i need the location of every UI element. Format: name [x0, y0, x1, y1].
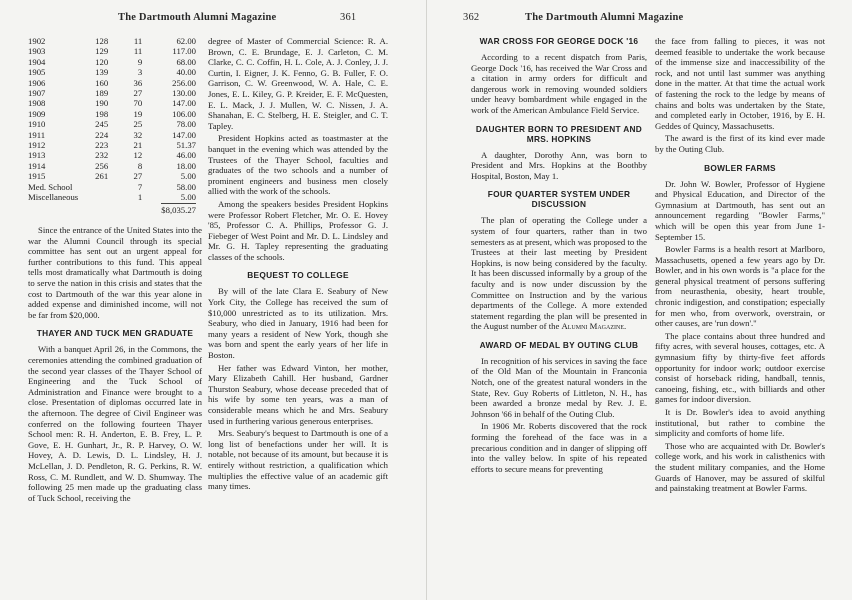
paragraph: Dr. John W. Bowler, Professor of Hygiene and Physical Education, and Director of the Gymnasium at Dartmouth, has sent out an announcement regarding "Bowler Farms," which will be open this year from June 1-September 15.: [655, 178, 825, 242]
paragraph: Since the entrance of the United States into the war the Alumni Council through its special committee has sent out an urgent appeal for further contributions to this fund. This appeal tells most dramatically what Dartmouth is doing to serve the nation in this crisis and states that the cost to Dartmouth of the war this year alone in added expense and diminished income, will not be far from $20,000.: [28, 225, 202, 320]
fund-cell-amount: 106.00: [172, 108, 196, 119]
fund-table-row: [28, 161, 196, 171]
fund-cell-a: 189: [95, 88, 109, 99]
fund-table-row: [28, 150, 196, 160]
fund-cell-a: 245: [95, 119, 109, 130]
article-heading: AWARD OF MEDAL BY OUTING CLUB: [479, 339, 639, 350]
fund-cell-year: 1902: [28, 36, 46, 46]
paragraph: A daughter, Dorothy Ann, was born to President and Mrs. Hopkins at the Boothby Hospital, Boston, May 1.: [471, 149, 647, 181]
fund-cell-a: [78, 192, 108, 202]
fund-cell-b: 27: [133, 171, 143, 182]
fund-cell-amount: 130.00: [172, 88, 196, 99]
fund-total: $8,035.27: [161, 204, 196, 215]
fund-cell-a: 223: [95, 140, 109, 151]
fund-cell-amount: 62.00: [176, 36, 196, 46]
left-column-2: [208, 36, 388, 494]
article-heading: FOUR QUARTER SYSTEM UNDER DISCUSSION: [487, 189, 631, 210]
fund-table-row: [28, 140, 196, 150]
paragraph: Those who are acquainted with Dr. Bowler's college work, and his work in calisthenics with the student military companies, and the Home Guards of Hanover, may be assured of skilful and painstaking treatment at Bowler Farms.: [655, 440, 825, 494]
fund-cell-a: 261: [95, 171, 109, 182]
paragraph: In 1906 Mr. Roberts discovered that the rock forming the forehead of the face was in a precarious condition and in danger of slipping off into the valley below. In spite of his repeated efforts to secure means for preventing: [471, 421, 647, 474]
paragraph: Her father was Edward Vinton, her mother, Mary Elizabeth Cahill. Her husband, Gardner Thurston Seabury, whose decease preceded that of his wife by some ten years, was a man of considerable means which he and Mrs. Seabury used in furthering various generous enterprises.: [208, 362, 388, 426]
fund-cell-b: 36: [133, 77, 143, 88]
fund-cell-amount: 46.00: [176, 150, 196, 161]
fund-cell-amount: 147.00: [172, 129, 196, 140]
article-heading: BOWLER FARMS: [704, 162, 776, 173]
article-heading: THAYER AND TUCK MEN GRADUATE: [36, 328, 194, 339]
fund-cell-year: 1911: [28, 129, 46, 140]
fund-table-row: [28, 88, 196, 98]
fund-cell-b: 19: [133, 108, 143, 119]
fund-table-row: [28, 130, 196, 140]
fund-cell-a: 232: [95, 150, 109, 161]
fund-cell-amount: 5.00: [180, 171, 196, 182]
fund-table-row: [28, 46, 196, 56]
fund-cell-b: 27: [133, 88, 143, 99]
fund-cell-b: 8: [137, 160, 143, 171]
fund-cell-b: 21: [133, 140, 143, 151]
fund-table-row: [28, 109, 196, 119]
fund-table-row: [28, 78, 196, 88]
fund-cell-year: 1906: [28, 77, 46, 88]
fund-cell-amount: 117.00: [172, 46, 196, 57]
fund-cell-year: 1914: [28, 160, 46, 171]
fund-cell-a: 120: [95, 56, 109, 67]
fund-cell-year: 1913: [28, 150, 46, 161]
paragraph: the face from falling to pieces, it was not deemed feasible to undertake the work because of the immense size and inaccessibility of the rock, and not until last summer was anything done in the matter. At that time the actual work of fastening the rock to the ledge by means of chains and bolts was undertaken by the State, and completed early in October, 1916, by E. H. Geddes of Quincy, Massachusetts.: [655, 36, 825, 131]
fund-table-row: [28, 36, 196, 46]
paragraph: degree of Master of Commercial Science: R. A. Brown, C. E. Brundage, E. J. Carleton, C. M. Clarke, C. C. Coffin, H. L. Cole, A. J. Conley, J. J. Curtin, I. Eigner, J. K. Fenno, G. B. Fuller, F. O. Garrison, C. W. Greenwood, W. A. Hale, C. E. Jones, E. L. Kiley, G. P. Kreider, E. F. McQuesten, E. L. Mack, J. J. Mullen, W. C. Nissen, J. A. Shanahan, E. C. Stelberg, H. E. Steigler, and C. T. Tapley.: [208, 36, 388, 131]
paragraph: Among the speakers besides President Hopkins were Professor Robert Fletcher, Mr. O. E. Hovey '85, Professor C. A. Phillips, Professor G. J. Fiebeger of West Point and Mr. D. L. Lindsley and Mr. G. H. Tapley representing the graduating classes of the schools.: [208, 198, 388, 262]
fund-cell-amount: 256.00: [172, 77, 196, 88]
fund-cell-year: 1910: [28, 119, 46, 130]
fund-cell-year: 1909: [28, 108, 46, 119]
fund-cell-b: 70: [133, 98, 143, 109]
fund-table: [28, 36, 196, 203]
fund-cell-amount: 40.00: [176, 67, 196, 78]
paragraph: In recognition of his services in saving the face of the Old Man of the Mountain in Franconia Notch, one of the greatest natural wonders in the State, Rev. Guy Roberts of Littleton, N. H., has been awarded a bronze medal by Rev. J. E. Johnson '66 in behalf of the Outing Club.: [471, 355, 647, 419]
fund-cell-amount: 147.00: [172, 98, 196, 109]
fund-table-row: [28, 98, 196, 108]
fund-cell-year: 1912: [28, 140, 46, 151]
fund-cell-year: 1904: [28, 56, 46, 67]
fund-table-row: [28, 171, 196, 181]
fund-cell-amount: 18.00: [176, 160, 196, 171]
fund-cell-year: 1915: [28, 171, 46, 182]
right-column-2: [655, 36, 825, 496]
paragraph: President Hopkins acted as toastmaster at the banquet in the evening which was attended by the Trustees of the Thayer School, faculties and graduates of the two schools and a number of prominent engineers and business men closely allied with the work of the schools.: [208, 133, 388, 197]
fund-cell-a: 139: [95, 67, 109, 78]
fund-cell-year: 1905: [28, 67, 46, 78]
fund-cell-b: 32: [133, 129, 143, 140]
fund-table-row: [28, 57, 196, 67]
paragraph: Bowler Farms is a health resort at Marlboro, Massachusetts, opened a few years ago by Dr. Bowler, and in his own words is "a place for the general physical treatment of persons suffering from neurasthenia, obesity, heart trouble, chronic indigestion, and constipation; especially for men who, from overwork, overstrain, or other causes, are 'run down'.": [655, 244, 825, 329]
fund-cell-a: 129: [95, 46, 109, 57]
fund-cell-amount: 5.00: [180, 192, 196, 203]
paragraph: It is Dr. Bowler's idea to avoid anything institutional, but rather to combine the simplicity and comforts of home life.: [655, 407, 825, 439]
fund-table-row: [28, 119, 196, 129]
fund-cell-year: 1903: [28, 46, 46, 57]
fund-cell-amount: 58.00: [176, 181, 196, 192]
fund-table-row: [28, 182, 196, 192]
paragraph: The place contains about three hundred and fifty acres, with several houses, cottages, etc. A gymnasium fifty by thirty-five feet affords opportunity for indoor work; outdoor exercise consist of horseback riding, handball, tennis, canoeing, fishing, etc., with billiards and other games for indoor diversion.: [655, 330, 825, 405]
fund-cell-a: 160: [95, 77, 109, 88]
article-heading: BEQUEST TO COLLEGE: [247, 270, 349, 281]
fund-cell-b: 12: [133, 150, 143, 161]
paragraph: By will of the late Clara E. Seabury of New York City, the College has received the sum of $10,000 unrestricted as to its utilization. Mrs. Seabury, who died in January, 1916 had been for many years a resident of New York, though she was born and spent the early years of her life in Boston.: [208, 286, 388, 361]
fund-table-row: [28, 67, 196, 77]
right-page: [426, 0, 852, 600]
fund-cell-a: [78, 182, 108, 192]
fund-cell-a: 128: [95, 36, 109, 46]
paragraph: The plan of operating the College under a system of four quarters, rather than in two semesters as at present, which was proposed to the Trustees at their last meeting by President Hopkins, is now being considered by the faculty. It has been discussed informally by a group of the faculty and is now under discussion by the Committee on Instruction and by the various departments of the College. A more extended statement regarding the plan will be presented in the August number of the Alumni Magazine.: [471, 215, 647, 332]
running-title: The Dartmouth Alumni Magazine: [525, 12, 684, 23]
fund-cell-year: Miscellaneous: [28, 192, 79, 203]
magazine-title: Alumni Magazine.: [561, 321, 627, 332]
paragraph: With a banquet April 26, in the Commons, the ceremonies attending the combined graduation of the second year classes of the Thayer School of Engineering and the Tuck School of Administration and Finance were brought to a close. Presentation of diplomas occurred late in the afternoon. The degree of Civil Engineer was conferred on the following fourteen Thayer School men: R. H. Anderton, E. B. Frey, L. P. Gove, E. H. Gunhart, Jr., R. P. Harvey, O. W. Hovey, A. D. Lewis, D. L. Lindsley, H. J. McLellan, J. D. Pendleton, R. G. Perkins, R. W. Ross, C. M. Rundlett, and W. D. Shumway. The following 25 men made up the graduating class of Tuck School, receiving the: [28, 344, 202, 503]
left-column-1: [28, 36, 202, 505]
page-number: 361: [340, 12, 357, 23]
paragraph: Mrs. Seabury's bequest to Dartmouth is one of a long list of benefactions under her will. It is notable, not because of its amount, but because it is entirely without restriction, a qualification which multiplies the effective value of an academic gift many times.: [208, 428, 388, 492]
fund-table-row: [28, 192, 196, 202]
fund-cell-amount: 78.00: [176, 119, 196, 130]
paragraph: The award is the first of its kind ever made by the Outing Club.: [655, 133, 825, 154]
page-number: 362: [463, 12, 480, 23]
fund-cell-b: 1: [137, 192, 143, 203]
fund-cell-b: 7: [137, 181, 143, 192]
article-heading: DAUGHTER BORN TO PRESIDENT AND MRS. HOPKINS: [475, 123, 643, 144]
fund-cell-a: 224: [95, 129, 109, 140]
paragraph: According to a recent dispatch from Paris, George Dock '16, has received the War Cross and a citation in army orders for difficult and dangerous work in removing wounded soldiers under heavy bombardment while engaged in the work of the American Ambulance Field Service.: [471, 52, 647, 115]
fund-cell-b: 9: [137, 56, 143, 67]
fund-cell-year: 1908: [28, 98, 46, 109]
fund-cell-b: 3: [137, 67, 143, 78]
fund-cell-a: 198: [95, 108, 109, 119]
fund-cell-b: 11: [133, 46, 143, 57]
fund-cell-b: 25: [133, 119, 143, 130]
fund-cell-year: 1907: [28, 88, 46, 99]
fund-cell-amount: 51.37: [176, 140, 196, 151]
fund-cell-a: 256: [95, 160, 109, 171]
fund-cell-b: 11: [133, 36, 143, 46]
fund-cell-amount: 68.00: [176, 56, 196, 67]
running-title: The Dartmouth Alumni Magazine: [118, 12, 277, 23]
fund-cell-year: Med. School: [28, 181, 73, 192]
right-column-1: [471, 36, 647, 476]
article-heading: WAR CROSS FOR GEORGE DOCK '16: [479, 36, 639, 46]
fund-cell-a: 190: [95, 98, 109, 109]
